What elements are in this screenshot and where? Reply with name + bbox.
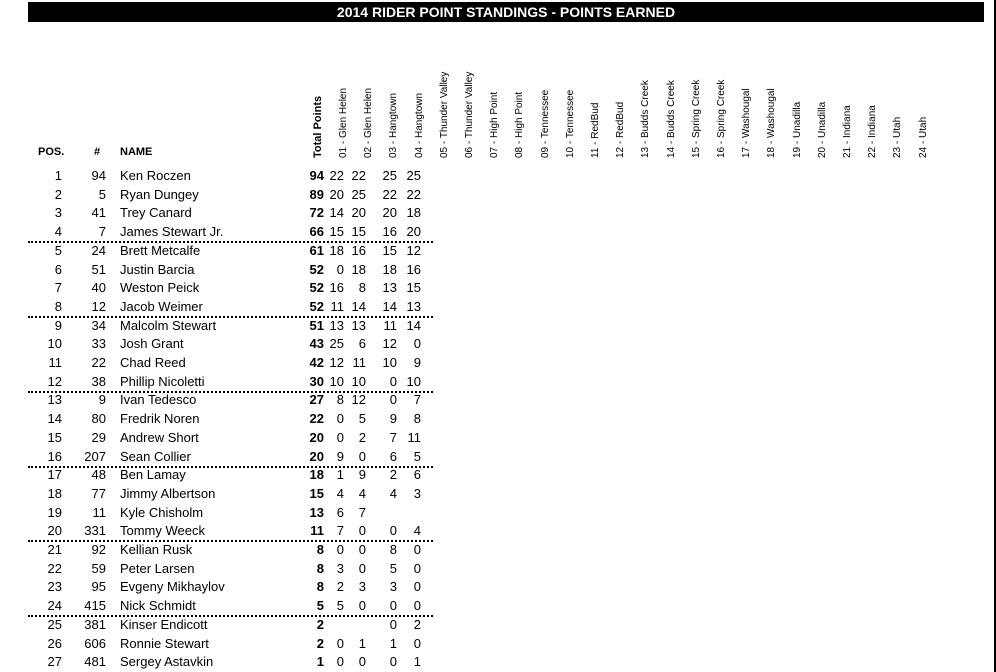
round-cell: 6 <box>358 336 366 352</box>
round-cell: 12 <box>382 336 397 352</box>
round-cell: 11 <box>352 355 366 370</box>
round-cell: 2 <box>336 579 344 595</box>
round-cell: 13 <box>351 317 366 333</box>
round-cell: 0 <box>336 635 344 651</box>
round-cell: 13 <box>329 317 344 333</box>
round-cell: 5 <box>336 598 344 614</box>
number-cell: 7 <box>98 224 106 240</box>
round-cell: 0 <box>336 261 344 277</box>
number-cell: 33 <box>91 336 106 352</box>
number-cell: 5 <box>98 186 106 202</box>
table-row <box>0 485 996 503</box>
round-cell: 9 <box>389 411 397 427</box>
table-row <box>0 354 996 372</box>
round-cell: 20 <box>351 205 366 221</box>
pos-cell: 5 <box>54 242 62 258</box>
total-cell: 20 <box>309 429 324 445</box>
name-cell: Sean Collier <box>120 448 191 464</box>
round-header: 09 - Tennessee <box>539 89 551 158</box>
total-cell: 42 <box>309 355 324 370</box>
total-cell: 52 <box>309 280 324 296</box>
round-cell: 20 <box>329 186 344 202</box>
round-cell: 6 <box>413 467 421 483</box>
round-header: 17 - Washougal <box>741 88 753 158</box>
pos-cell: 8 <box>54 298 62 314</box>
pos-cell: 18 <box>47 485 62 501</box>
page-title: 2014 RIDER POINT STANDINGS - POINTS EARNED <box>28 2 984 22</box>
round-cell: 20 <box>406 224 421 240</box>
round-cell: 0 <box>413 635 421 651</box>
number-cell: 381 <box>84 616 106 632</box>
pos-cell: 25 <box>47 616 62 632</box>
round-cell: 18 <box>406 205 421 221</box>
round-header: 10 - Tennessee <box>564 89 576 158</box>
name-cell: Jacob Weimer <box>120 298 203 314</box>
round-header: 12 - RedBud <box>615 101 627 158</box>
table-row <box>0 261 996 279</box>
round-cell: 0 <box>389 523 397 539</box>
round-cell: 1 <box>389 635 397 651</box>
total-cell: 72 <box>309 205 324 221</box>
round-cell: 1 <box>358 635 366 651</box>
round-header: 20 - Unadilla <box>816 101 828 158</box>
name-cell: Kyle Chisholm <box>120 504 204 520</box>
table-row <box>0 522 996 540</box>
round-cell: 4 <box>389 485 397 501</box>
round-cell: 0 <box>389 616 397 632</box>
round-cell: 0 <box>358 523 366 539</box>
total-cell: 11 <box>310 523 324 539</box>
pos-cell: 11 <box>48 355 62 370</box>
round-cell: 0 <box>389 598 397 614</box>
number-cell: 92 <box>91 542 106 557</box>
round-header: 16 - Spring Creek <box>716 79 727 158</box>
round-cell: 14 <box>351 298 366 314</box>
total-cell: 22 <box>309 411 324 427</box>
table-row <box>0 186 996 204</box>
round-cell: 0 <box>358 542 366 557</box>
round-cell: 14 <box>406 317 421 333</box>
round-cell: 14 <box>382 298 397 314</box>
round-header: 21 - Indiana <box>842 105 853 158</box>
round-cell: 18 <box>382 261 397 277</box>
number-cell: 51 <box>91 261 106 277</box>
round-cell: 10 <box>329 373 344 389</box>
name-cell: Josh Grant <box>120 336 184 352</box>
pos-cell: 17 <box>47 467 62 483</box>
round-cell: 16 <box>406 261 421 277</box>
total-cell: 18 <box>309 467 324 483</box>
round-cell: 1 <box>336 467 344 483</box>
round-cell: 16 <box>351 242 366 258</box>
round-cell: 22 <box>351 168 366 183</box>
table-row <box>0 223 996 241</box>
round-header: 14 - Budds Creek <box>665 80 677 158</box>
round-cell: 7 <box>358 504 366 520</box>
round-cell: 25 <box>406 168 421 183</box>
number-cell: 12 <box>91 298 106 314</box>
round-cell: 0 <box>389 654 397 670</box>
round-cell: 20 <box>382 205 397 221</box>
name-cell: Ronnie Stewart <box>120 635 209 651</box>
total-cell: 2 <box>316 616 324 632</box>
round-cell: 2 <box>358 429 366 445</box>
name-header: NAME <box>120 146 153 158</box>
number-cell: 48 <box>91 467 106 483</box>
round-cell: 2 <box>389 467 397 483</box>
table-row <box>0 504 996 522</box>
number-cell: 9 <box>98 392 106 408</box>
number-cell: 80 <box>91 411 106 427</box>
name-cell: Ryan Dungey <box>120 186 199 202</box>
pos-cell: 9 <box>54 317 62 333</box>
table-row <box>0 373 996 391</box>
round-cell: 8 <box>389 542 397 557</box>
round-cell: 0 <box>336 411 344 427</box>
round-cell: 15 <box>382 242 397 258</box>
pos-cell: 12 <box>47 373 62 389</box>
table-row <box>0 560 996 578</box>
name-cell: Trey Canard <box>120 205 192 221</box>
round-cell: 0 <box>413 598 421 614</box>
pos-header: POS. <box>38 146 65 158</box>
round-header: 04 - Hangtown <box>413 92 425 158</box>
round-cell: 5 <box>389 560 397 576</box>
name-cell: Brett Metcalfe <box>120 242 201 258</box>
pos-cell: 7 <box>54 280 62 296</box>
pos-cell: 4 <box>54 224 62 240</box>
name-cell: Nick Schmidt <box>120 598 196 614</box>
name-cell: Ben Lamay <box>120 467 186 483</box>
total-cell: 27 <box>309 392 324 408</box>
table-row <box>0 429 996 447</box>
round-cell: 13 <box>382 280 397 296</box>
round-cell: 7 <box>336 523 344 539</box>
number-cell: 41 <box>91 205 106 221</box>
total-cell: 52 <box>309 298 324 314</box>
round-cell: 0 <box>389 373 397 389</box>
number-cell: 481 <box>84 654 106 670</box>
round-header: 08 - High Point <box>514 91 526 158</box>
round-cell: 0 <box>358 560 366 576</box>
name-cell: Phillip Nicoletti <box>120 373 205 389</box>
round-cell: 4 <box>358 485 366 501</box>
round-header: 22 - Indiana <box>867 105 879 158</box>
round-cell: 22 <box>382 186 397 202</box>
table-row <box>0 335 996 353</box>
total-cell: 1 <box>316 654 324 670</box>
number-cell: 22 <box>91 355 106 370</box>
table-row <box>0 541 996 559</box>
round-header: 06 - Thunder Valley <box>464 71 475 158</box>
table-row <box>0 167 996 185</box>
round-cell: 7 <box>389 429 397 445</box>
round-header: 19 - Unadilla <box>791 101 803 158</box>
pos-cell: 24 <box>47 598 62 614</box>
round-cell: 9 <box>358 467 366 483</box>
name-cell: James Stewart Jr. <box>120 224 224 240</box>
round-cell: 25 <box>351 186 366 202</box>
name-cell: Chad Reed <box>120 355 186 370</box>
number-cell: 331 <box>84 523 106 539</box>
round-cell: 14 <box>329 205 344 221</box>
pos-cell: 19 <box>47 504 62 520</box>
name-cell: Fredrik Noren <box>120 411 200 427</box>
table-row <box>0 448 996 466</box>
round-cell: 25 <box>329 336 344 352</box>
table-row <box>0 578 996 596</box>
pos-cell: 13 <box>47 392 62 408</box>
round-header: 01 - Glen Helen <box>338 87 349 158</box>
round-cell: 0 <box>336 542 344 557</box>
total-cell: 66 <box>309 224 324 240</box>
table-row <box>0 391 996 409</box>
total-cell: 52 <box>309 261 324 277</box>
round-cell: 0 <box>389 392 397 408</box>
number-cell: 94 <box>91 168 106 183</box>
table-row <box>0 653 996 671</box>
name-cell: Peter Larsen <box>120 560 195 576</box>
number-cell: 59 <box>91 560 106 576</box>
round-header: 03 - Hangtown <box>388 92 400 158</box>
table-row <box>0 242 996 260</box>
table-row <box>0 616 996 634</box>
pos-cell: 21 <box>47 542 62 557</box>
pos-cell: 20 <box>47 523 62 539</box>
total-cell: 2 <box>316 635 324 651</box>
number-cell: 11 <box>92 504 106 520</box>
name-cell: Evgeny Mikhaylov <box>120 579 225 595</box>
round-cell: 6 <box>389 448 397 464</box>
round-cell: 12 <box>329 355 344 370</box>
round-header: 18 - Washougal <box>766 88 778 158</box>
table-row <box>0 466 996 484</box>
round-header: 13 - Budds Creek <box>640 80 652 158</box>
round-cell: 11 <box>383 317 397 333</box>
round-cell: 3 <box>336 560 344 576</box>
table-row <box>0 597 996 615</box>
round-cell: 18 <box>329 242 344 258</box>
round-cell: 11 <box>330 298 344 314</box>
number-cell: 29 <box>91 429 106 445</box>
pos-cell: 3 <box>54 205 62 221</box>
table-row <box>0 317 996 335</box>
table-row <box>0 204 996 222</box>
round-cell: 0 <box>413 560 421 576</box>
round-cell: 16 <box>382 224 397 240</box>
round-header: 11 - RedBud <box>590 102 601 158</box>
total-cell: 8 <box>316 542 324 557</box>
number-cell: 207 <box>84 448 106 464</box>
round-cell: 0 <box>358 654 366 670</box>
number-cell: 40 <box>91 280 106 296</box>
round-cell: 22 <box>329 168 344 183</box>
round-cell: 10 <box>351 373 366 389</box>
name-cell: Malcolm Stewart <box>120 317 217 333</box>
total-cell: 8 <box>316 560 324 576</box>
round-cell: 5 <box>413 448 421 464</box>
round-cell: 0 <box>336 429 344 445</box>
round-cell: 5 <box>358 411 366 427</box>
round-cell: 2 <box>413 616 421 632</box>
round-cell: 15 <box>329 224 344 240</box>
pos-cell: 27 <box>47 654 62 670</box>
round-cell: 3 <box>389 579 397 595</box>
round-cell: 16 <box>329 280 344 296</box>
number-cell: 34 <box>91 317 106 333</box>
round-cell: 10 <box>382 355 397 370</box>
pos-cell: 16 <box>47 448 62 464</box>
total-cell: 20 <box>309 448 324 464</box>
round-cell: 9 <box>336 448 344 464</box>
round-cell: 0 <box>413 579 421 595</box>
total-cell: 89 <box>309 186 324 202</box>
number-cell: 95 <box>91 579 106 595</box>
round-cell: 22 <box>406 186 421 202</box>
round-cell: 10 <box>406 373 421 389</box>
round-cell: 15 <box>406 280 421 296</box>
name-cell: Kellian Rusk <box>120 542 193 557</box>
name-cell: Weston Peick <box>120 280 200 296</box>
round-header: 15 - Spring Creek <box>690 79 702 158</box>
number-cell: 38 <box>91 373 106 389</box>
round-cell: 3 <box>358 579 366 595</box>
round-cell: 0 <box>358 598 366 614</box>
table-row <box>0 635 996 653</box>
number-cell: 24 <box>91 242 106 258</box>
pos-cell: 22 <box>47 560 62 576</box>
pos-cell: 1 <box>54 168 62 183</box>
total-cell: 30 <box>309 373 324 389</box>
round-cell: 15 <box>351 224 366 240</box>
round-cell: 0 <box>336 654 344 670</box>
round-cell: 9 <box>413 355 421 370</box>
round-cell: 12 <box>406 242 421 258</box>
round-cell: 8 <box>413 411 421 427</box>
round-header: 02 - Glen Helen <box>363 87 375 158</box>
round-cell: 0 <box>413 336 421 352</box>
pos-cell: 6 <box>54 261 62 277</box>
round-header: 24 - Utah <box>917 116 929 158</box>
table-row <box>0 410 996 428</box>
round-cell: 8 <box>336 392 344 408</box>
round-cell: 8 <box>358 280 366 296</box>
round-cell: 4 <box>336 485 344 501</box>
round-cell: 0 <box>413 542 421 557</box>
pos-cell: 14 <box>47 411 62 427</box>
total-cell: 8 <box>316 579 324 595</box>
round-cell: 13 <box>406 298 421 314</box>
number-cell: 415 <box>84 598 106 614</box>
pos-cell: 23 <box>47 579 62 595</box>
name-cell: Ken Roczen <box>120 168 191 183</box>
round-cell: 7 <box>413 392 421 408</box>
table-row <box>0 279 996 297</box>
total-cell: 15 <box>309 485 324 501</box>
total-cell: 61 <box>309 242 324 258</box>
round-header: 07 - High Point <box>489 91 501 158</box>
pos-cell: 26 <box>47 635 62 651</box>
name-cell: Jimmy Albertson <box>120 485 216 501</box>
total-cell: 13 <box>309 504 324 520</box>
number-cell: 606 <box>84 635 106 651</box>
name-cell: Justin Barcia <box>120 261 195 277</box>
round-cell: 4 <box>413 523 421 539</box>
round-cell: 12 <box>351 392 366 408</box>
round-header: 23 - Utah <box>892 116 904 158</box>
name-cell: Ivan Tedesco <box>120 392 197 408</box>
round-cell: 1 <box>413 654 421 670</box>
total-points-header: Total Points <box>312 95 324 158</box>
total-cell: 94 <box>309 168 324 183</box>
round-cell: 11 <box>407 429 421 445</box>
name-cell: Kinser Endicott <box>120 616 208 632</box>
round-cell: 3 <box>413 485 421 501</box>
total-cell: 51 <box>309 317 324 333</box>
total-cell: 43 <box>309 336 324 352</box>
round-cell: 6 <box>336 504 344 520</box>
pos-cell: 10 <box>47 336 62 352</box>
round-cell: 0 <box>358 448 366 464</box>
round-cell: 25 <box>382 168 397 183</box>
total-cell: 5 <box>316 598 324 614</box>
name-cell: Tommy Weeck <box>120 523 205 539</box>
pos-cell: 15 <box>47 429 62 445</box>
pos-cell: 2 <box>54 186 62 202</box>
round-cell: 18 <box>351 261 366 277</box>
number-cell: 77 <box>91 485 106 501</box>
name-cell: Sergey Astavkin <box>120 654 214 670</box>
table-row <box>0 298 996 316</box>
round-header: 05 - Thunder Valley <box>438 71 450 158</box>
name-cell: Andrew Short <box>120 429 199 445</box>
number-header: # <box>94 146 101 158</box>
